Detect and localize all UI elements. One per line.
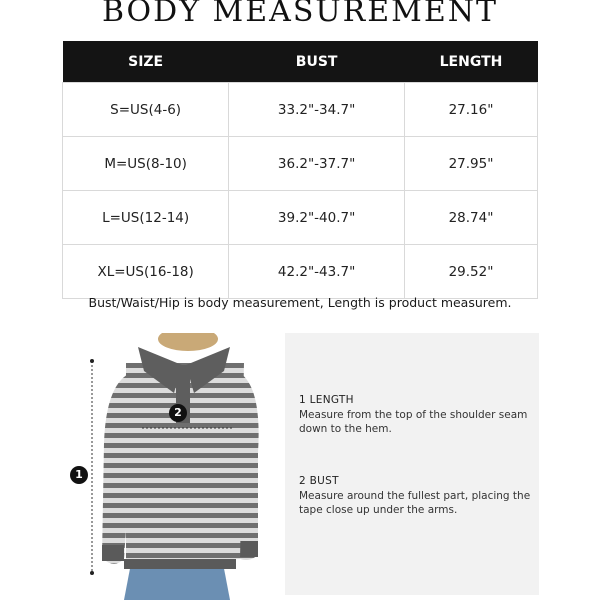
size-cell: XL=US(16-18): [63, 245, 229, 299]
table-row: [63, 191, 538, 245]
length-cell: 27.95": [405, 137, 538, 191]
hem-band: [124, 559, 236, 569]
size-cell: M=US(8-10): [63, 137, 229, 191]
length-cell: 29.52": [405, 245, 538, 299]
size-chart-table: [62, 41, 538, 299]
size-cell: L=US(12-14): [63, 191, 229, 245]
measurement-guide-panel: [285, 333, 539, 595]
column-header-length: LENGTH: [405, 41, 538, 83]
striped-sweater-illustration: [62, 333, 284, 600]
length-heading: 1 LENGTH: [299, 394, 354, 406]
bust-cell: 39.2"-40.7": [229, 191, 405, 245]
size-cell: S=US(4-6): [63, 83, 229, 137]
column-header-bust: BUST: [229, 41, 405, 83]
table-header-row: [63, 41, 538, 83]
bust-cell: 36.2"-37.7": [229, 137, 405, 191]
table-row: [63, 137, 538, 191]
table-row: [63, 83, 538, 137]
bust-cell: 42.2"-43.7": [229, 245, 405, 299]
bust-cell: 33.2"-34.7": [229, 83, 405, 137]
table-row: [63, 245, 538, 299]
column-header-size: SIZE: [63, 41, 229, 83]
hair: [158, 333, 218, 351]
length-cell: 28.74": [405, 191, 538, 245]
page-title: BODY MEASUREMENT: [101, 0, 499, 29]
length-cell: 27.16": [405, 83, 538, 137]
bust-description: Measure around the fullest part, placing the tape close up under the arms.: [299, 490, 531, 516]
measurement-note: Bust/Waist/Hip is body measurement, Length is product measurem.: [88, 295, 512, 310]
bust-heading: 2 BUST: [299, 475, 339, 487]
bust-marker: 2: [169, 404, 187, 422]
length-description: Measure from the top of the shoulder seam down to the hem.: [299, 409, 528, 435]
length-marker: 1: [70, 466, 88, 484]
product-photo: [62, 333, 284, 600]
left-cuff: [102, 545, 124, 561]
